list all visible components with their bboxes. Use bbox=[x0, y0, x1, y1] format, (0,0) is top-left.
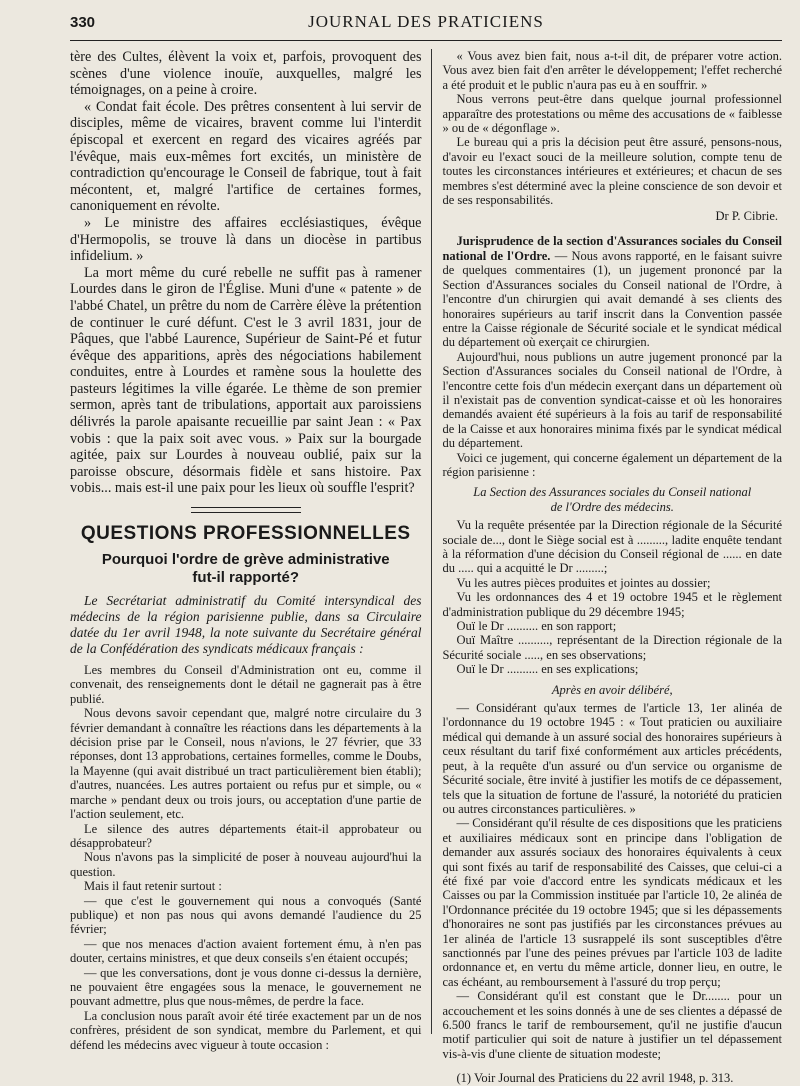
recital: Vu les autres pièces produites et jointes au dossier; bbox=[456, 575, 711, 590]
paragraph: Les membres du Conseil d'Administration ont eu, comme il convenait, des renseignements dont le détail ne gagnerait pas à être publié. bbox=[70, 663, 422, 706]
considerant: — Considérant qu'aux termes de l'article 13, 1er alinéa de l'ordonnance du 19 octobre 1945 : « Tout praticien ou auxiliaire médical qui demande à un assuré social des honoraires supérieurs à ceux résultant du tarif fixé conformément aux articles précédents, peut, à la requête d'un assuré ou d'un service ou organisme de Sécurité sociale, être invité à justifier les motifs de ce dépassement, tels que la situation de fortune de l'assuré, la notoriété du praticien ou autres circonstances particulières. » bbox=[442, 701, 782, 816]
left-top-text bbox=[70, 49, 421, 497]
recital: Vu la requête présentée par la Direction régionale de la Sécurité sociale de..., dont le Siège social est à ........., ladite enquête tendant à la réformation d'une décision du Conseil régional de ...... en date du ..... qui a acquitté le Dr .........; bbox=[442, 518, 782, 576]
page-header bbox=[70, 12, 782, 41]
right-top-text bbox=[442, 49, 782, 207]
page-number: 330 bbox=[70, 14, 96, 31]
court-title bbox=[442, 485, 782, 514]
considerant: — Considérant qu'il est constant que le Dr........ pour un accouchement et les soins donnés à une de ses clientes a dépassé de 6.500 francs le tarif de remboursement, qu'il ne justifie d'aucun motif particulier qui soit de nature à justifier un tel dépassement vis-à-vis d'une cliente de situation modeste; bbox=[442, 989, 782, 1061]
paragraph: La conclusion nous paraît avoir été tirée exactement par un de nos confrères, président de son syndicat, membre du Parlement, et qui défend les médecins avec vigueur à toute occasion : bbox=[70, 1008, 422, 1052]
section-divider bbox=[191, 507, 301, 513]
paragraph: « Vous avez bien fait, nous a-t-il dit, de préparer votre action. Vous avez bien fait d'en arrêter le développement; l'effet recherché a été produit et le public n'aura pas eu à en souffrir. » bbox=[442, 49, 782, 92]
recital: Ouï Maître .........., représentant de la Direction régionale de la Sécurité sociale ....., en ses observations; bbox=[442, 633, 782, 662]
recital: Ouï le Dr .......... en ses explications; bbox=[456, 662, 639, 677]
jurisprudence-lead bbox=[442, 234, 782, 349]
court-title-line2: de l'Ordre des médecins. bbox=[550, 499, 674, 514]
paragraph: » Le ministre des affaires ecclésiastiques, évêque d'Hermopolis, se trouve là dans un diocèse in partibus infidelium. » bbox=[70, 214, 422, 265]
section-title: QUESTIONS PROFESSIONNELLES bbox=[80, 523, 411, 545]
paragraph: Nous verrons peut-être dans quelque journal professionnel apparaître des protestations ou même des accusations de « faiblesse » ou de « dégonflage ». bbox=[442, 92, 782, 136]
signature: Dr P. Cibrie. bbox=[715, 209, 778, 224]
paragraph: — que les conversations, dont je vous donne ci-dessus la dernière, ne pouvaient être engagées sous la menace, le gouvernement ne pouvant admettre, plus que nous-mêmes, de perdre la face. bbox=[70, 965, 422, 1009]
left-bottom-text bbox=[70, 663, 421, 1052]
paragraph: tère des Cultes, élèvent la voix et, parfois, provoquent des scènes d'une violence inouïe, auxquelles, malgré les témoignages, on a peine à croire. bbox=[70, 49, 422, 99]
article-subtitle-line1: Pourquoi l'ordre de grève administrative bbox=[101, 551, 390, 569]
paragraph: Nous devons savoir cependant que, malgré notre circulaire du 3 février demandant à connaître les réactions dans les départements à la décision prise par le Conseil, nous n'avions, le 27 février, que 33 réponses, dont 13 approbations, certaines formelles, comme le Doubs, la Mayenne (qui avait distribué un tract particulièrement bien établi); d'autres, nuancées. Les autres portaient ou refus pur et simple, ou « marche » pendant deux ou trois jours, ou acceptation d'une partie de l'action seulement, etc. bbox=[70, 706, 422, 822]
considerant: — Considérant qu'il résulte de ces dispositions que les praticiens et auxiliaires médicaux sont en principe dans l'obligation de demander aux assurés sociaux des honoraires équivalents à ceux qui sont fixés au tarif de responsabilité des Caisses, que celui-ci a été fixé par voie d'accord entre les syndicats médicaux et les Caisses ou par la Commission instituée par l'article 10, 2e alinéa de l'Ordonnance précitée du 19 octobre 1945; que si les dépassements d'honoraires ne sont pas justifiés par les circonstances prévues au 1er alinéa de l'article 13 susrappelé ils sont susceptibles d'être sanctionnés par l'une des peines prévues par l'article 103 de ladite ordonnance et, en vertu du même article, donner lieu, en outre, le cas échéant, au remboursement à l'assuré du trop perçu; bbox=[442, 816, 782, 989]
two-column-body bbox=[70, 49, 782, 1086]
article-intro: Le Secrétariat administratif du Comité intersyndical des médecins de la région parisienne publie, dans sa Circulaire datée du 1er avril 1948, la note suivante du Secrétaire général de la Confédération des syndicats médicaux français : bbox=[70, 593, 422, 657]
after-deliberation: Après en avoir délibéré, bbox=[551, 682, 673, 697]
jurisprudence-heading: Jurisprudence de la section d'Assurances sociales du Conseil national de l'Ordre. bbox=[442, 234, 782, 263]
paragraph: Aujourd'hui, nous publions un autre jugement prononcé par la Section d'Assurances sociales du Conseil national de l'Ordre, à l'encontre cette fois d'un médecin exerçant dans un département où il n'existait pas de convention syndicat-caisse et où les honoraires demandés avaient été supérieurs à la fois au tarif de responsabilité de la Caisse et aux honoraires minima fixés par le syndicat médical du département. bbox=[442, 349, 782, 451]
jurisprudence-lead-text: — Nous avons rapporté, en le faisant suivre de quelques commentaires (1), un jugement prononcé par la Section d'Assurances sociales du Conseil national de l'Ordre, à l'encontre d'un chirurgien qui avait demandé à ses clients des honoraires supérieurs au tarif inscrit dans la Convention passée entre la Caisse régionale de Sécurité sociale et le syndicat médical du département où exerçait ce chirurgien. bbox=[442, 248, 782, 350]
paragraph: Mais il faut retenir surtout : bbox=[84, 879, 222, 894]
journal-title: JOURNAL DES PRATICIENS bbox=[308, 12, 544, 31]
paragraph: Le bureau qui a pris la décision peut être assuré, pensons-nous, d'avoir eu l'exact souci de la meilleure solution, compte tenu de toutes les circonstances intérieures et extérieures; et chacun de ses membres s'est déterminé avec la pleine conscience de son devoir et de ses responsabilités. bbox=[442, 135, 782, 208]
right-column bbox=[432, 49, 782, 1086]
paragraph: — que c'est le gouvernement qui nous a convoqués (Santé publique) et non pas nous qui avons demandé l'audience du 25 février; bbox=[70, 893, 422, 937]
recital: Ouï le Dr .......... en son rapport; bbox=[456, 619, 617, 634]
paragraph: Nous n'avons pas la simplicité de poser à nouveau aujourd'hui la question. bbox=[70, 850, 422, 879]
recital: Vu les ordonnances des 4 et 19 octobre 1945 et le règlement d'administration publique du 29 décembre 1945; bbox=[442, 590, 782, 619]
paragraph: — que nos menaces d'action avaient fortement ému, à n'en pas douter, certains ministres, et que deux conseils s'en étaient occupés; bbox=[70, 936, 422, 966]
paragraph: Le silence des autres départements était-il approbateur ou désapprobateur? bbox=[70, 821, 422, 850]
paragraph: La mort même du curé rebelle ne suffit pas à ramener Lourdes dans le giron de l'Église. Muni d'une « patente » de l'abbé Chatel, un prêtre du nom de Carrère élève la prétention de continuer le curé défunt. C'est le 3 avril 1831, jour de Pâques, que l'abbé Laurence, Supérieur de Saint-Pé et futur évêque des apparitions, après des négociations habilement conduites, entre à Lourdes et ramène sous la houlette des pasteurs légitimes la ville égarée. Le thème de son premier sermon, après tant de tribulations, apportait aux paroissiens délivrés la parole apaisante recueillie par saint Jean : « Pax vobis : que la paix soit avec vous. » Paix sur la bourgade agitée, paix sur Lourdes à nouveau oublié, paix sur la paroisse obscure, désormais fidèle et sans histoire. Pax vobis... mais est-il une paix pour les lieux où souffle l'esprit? bbox=[70, 264, 422, 497]
paragraph: Voici ce jugement, qui concerne également un département de la région parisienne : bbox=[442, 450, 782, 479]
left-column bbox=[70, 49, 431, 1052]
court-title-line1: La Section des Assurances sociales du Conseil national bbox=[473, 485, 752, 500]
article-subtitle-line2: fut-il rapporté? bbox=[192, 569, 300, 587]
article-subtitle bbox=[70, 551, 421, 587]
right-bottom-text bbox=[442, 701, 782, 1061]
footnote: (1) Voir Journal des Praticiens du 22 avril 1948, p. 313. bbox=[456, 1071, 734, 1086]
right-mid-text bbox=[442, 350, 782, 480]
paragraph: « Condat fait école. Des prêtres consentent à lui servir de disciples, même de vicaires, bravent comme lui l'interdit épiscopal et exercent en regard des vicaires agréés par l'évêque, mais eux-mêmes fort excités, un ministère de contradiction qu'encourage le Conseil de fabrique, tout à fait mécontent, et, malgré l'artifice de certaines formes, canoniquement en révolte. bbox=[70, 98, 422, 215]
court-recitals bbox=[442, 518, 782, 676]
